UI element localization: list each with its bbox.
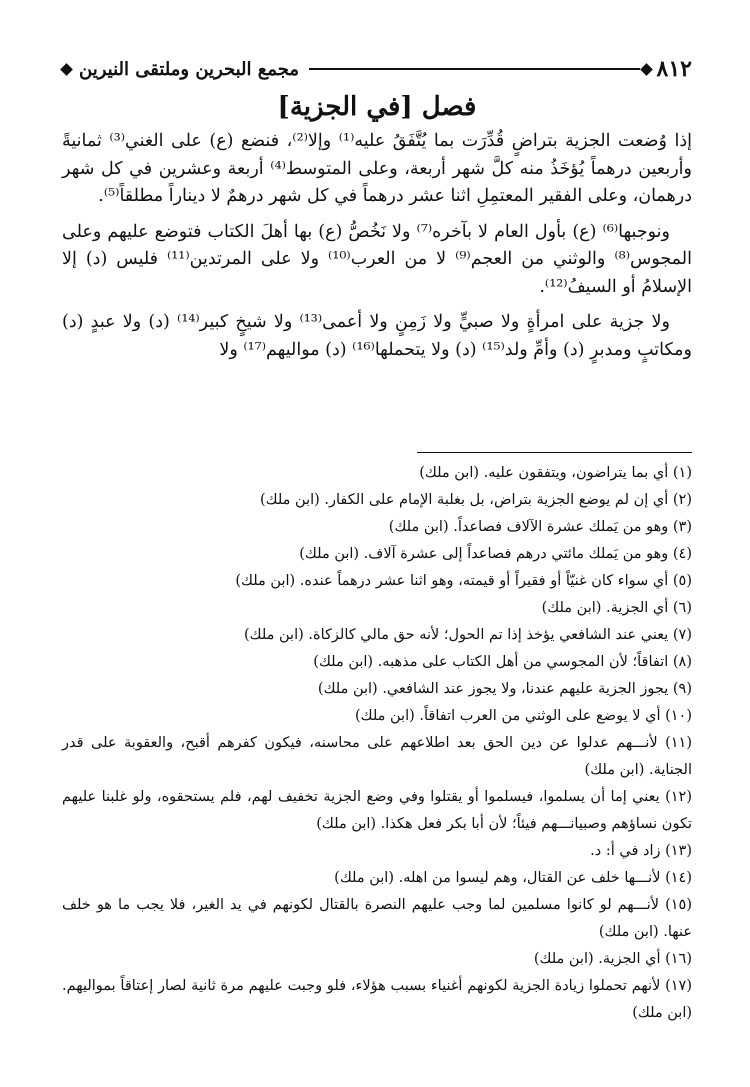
footnote: (٥) أي سواء كان غنيّاً أو فقيراً أو قيمته، وهو اثنا عشر درهماً عنده. (ابن ملك) xyxy=(235,573,692,589)
diamond-ornament-icon xyxy=(640,63,653,76)
footnotes xyxy=(62,460,692,1027)
footnote: (٤) وهو من يَملك مائتي درهم فصاعداً إلى عشرة آلاف. (ابن ملك) xyxy=(299,546,692,562)
book-page xyxy=(62,0,692,1087)
footnote: (١٠) أي لا يوضع على الوثني من العرب اتفاقاً. (ابن ملك) xyxy=(354,708,692,724)
paragraph: ولا جزية على امرأةٍ ولا صبيٍّ ولا زَمِنٍ ولا أعمى⁽¹³⁾ ولا شيخٍ كبير⁽¹⁴⁾ (د) ولا عبدٍ (د) ومكاتبٍ ومدبرٍ (د) وأمِّ ولد⁽¹⁵⁾ (د) ولا يتحملها⁽¹⁶⁾ (د) مواليهم⁽¹⁷⁾ ولا xyxy=(62,312,692,360)
chapter-title: فصل [في الجزية] xyxy=(277,92,477,122)
footnote: (٢) أي إن لم يوضع الجزية بتراض، بل بغلبة الإمام على الكفار. (ابن ملك) xyxy=(259,492,692,508)
running-title: مجمع البحرين وملتقى النيرين xyxy=(79,58,300,80)
footnote: (١٥) لأنـــهم لو كانوا مسلمين لما وجب عليهم النصرة بالقتال لكونهم في يد الغير، فلا يجب ما هو خلف عنها. (ابن ملك) xyxy=(62,897,692,940)
footnote: (١) أي بما يتراضون، ويتفقون عليه. (ابن ملك) xyxy=(419,465,692,481)
footnote: (٧) يعني عند الشافعي يؤخذ إذا تم الحول؛ لأنه حق مالي كالزكاة. (ابن ملك) xyxy=(243,627,692,643)
footnote: (١٦) أي الجزية. (ابن ملك) xyxy=(533,951,692,967)
header-rule xyxy=(309,68,639,70)
footnote: (١٣) زاد في أ: د. xyxy=(590,843,692,859)
footnote: (١١) لأنـــهم عدلوا عن دين الحق بعد اطلاعهم على محاسنه، فيكون كفرهم أقبح، والعقوبة على قدر الجناية. (ابن ملك) xyxy=(62,735,692,778)
footnote: (٨) اتفاقاً؛ لأن المجوسي من أهل الكتاب على مذهبه. (ابن ملك) xyxy=(313,654,692,670)
main-text xyxy=(62,128,692,372)
footnote: (١٧) لأنهم تحملوا زيادة الجزية لكونهم أغنياء بسبب هؤلاء، فلو وجبت عليهم مرة ثانية لصار إعتاقاً بمواليهم. (ابن ملك) xyxy=(62,978,692,1021)
diamond-ornament-icon xyxy=(60,63,73,76)
paragraph: إذا وُضعت الجزية بتراضٍ قُدِّرَت بما يُتَّفَقُ عليه⁽¹⁾ وإلا⁽²⁾، فنضع (ع) على الغني⁽³⁾ ثمانيةً وأربعين درهماً يُؤخَذُ منه كلَّ شهر أربعة، وعلى المتوسط⁽⁴⁾ أربعة وعشرين في كل شهر درهمان، وعلى الفقير المعتمِلِ اثنا عشر درهماً في كل شهر درهمٌ لا ديناراً مطلقاً⁽⁵⁾. xyxy=(62,131,693,206)
paragraph: ونوجبها⁽⁶⁾ (ع) بأول العام لا بآخره⁽⁷⁾ ولا نَخُصُّ (ع) بها أهلَ الكتاب فتوضع عليهم وعلى المجوس⁽⁸⁾ والوثني من العجم⁽⁹⁾ لا من العرب⁽¹⁰⁾ ولا على المرتدين⁽¹¹⁾ فليس (د) إلا الإسلامُ أو السيفُ⁽¹²⁾. xyxy=(62,221,692,297)
footnote: (١٢) يعني إما أن يسلموا، فيسلموا أو يقتلوا وفي وضع الجزية تخفيف لهم، فلم يستحقوه، ولو غلبنا عليهم تكون نساؤهم وصبيانـــهم فيئاً؛ لأن أبا بكر فعل هكذا. (ابن ملك) xyxy=(62,789,692,832)
footnote: (٩) يجوز الجزية عليهم عندنا، ولا يجوز عند الشافعي. (ابن ملك) xyxy=(317,681,692,697)
footnote: (٣) وهو من يَملك عشرة الآلاف فصاعداً. (ابن ملك) xyxy=(388,519,692,535)
page-number: ٨١٢ xyxy=(656,56,692,82)
footnote: (١٤) لأنـــها خلف عن القتال، وهم ليسوا من اهله. (ابن ملك) xyxy=(334,870,692,886)
footnote: (٦) أي الجزية. (ابن ملك) xyxy=(541,600,692,616)
footnote-separator xyxy=(417,452,692,453)
page-header xyxy=(62,52,692,86)
